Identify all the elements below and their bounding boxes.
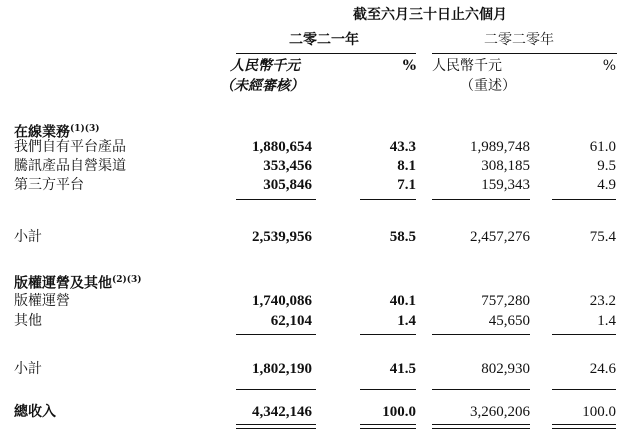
total-pct-2020: 100.0: [582, 404, 616, 420]
total-top-rule: [432, 389, 530, 390]
section-copyright-title: [14, 272, 142, 293]
section-copyright-title-text: 版權運營及其他: [14, 275, 112, 292]
row-label: 版權運營: [14, 293, 70, 309]
col-2021-rmb-label: 人民幣千元: [230, 58, 300, 74]
total-top-rule: [552, 389, 616, 390]
pct-2021: 7.1: [397, 177, 416, 193]
subtotal-pct-2020: 24.6: [589, 361, 616, 377]
subtotal-label: 小計: [14, 361, 42, 377]
subtotal-rule: [236, 199, 316, 200]
subtotal-rule: [432, 334, 530, 335]
unaudited-note: （未經審核）: [220, 78, 304, 94]
year-2020-rule: [432, 53, 617, 54]
value-2021: 305,846: [263, 177, 312, 193]
subtotal-value-2020: 802,930: [481, 361, 530, 377]
total-double-rule: [432, 424, 530, 429]
total-value-2020: 3,260,206: [470, 404, 530, 420]
value-2020: 1,989,748: [470, 139, 530, 155]
total-label: 總收入: [14, 404, 56, 420]
value-2020: 45,650: [488, 313, 530, 329]
subtotal-value-2021: 1,802,190: [252, 361, 312, 377]
subtotal-pct-2021: 58.5: [389, 229, 416, 245]
restated-note: （重述）: [460, 78, 516, 94]
value-2021: 62,104: [270, 313, 312, 329]
row-label: 騰訊產品自營渠道: [14, 158, 126, 174]
value-2021: 353,456: [263, 158, 312, 174]
subtotal-rule: [552, 199, 616, 200]
col-2020-pct-label: %: [602, 58, 616, 74]
subtotal-rule: [552, 334, 616, 335]
value-2021: 1,740,086: [252, 293, 312, 309]
total-top-rule: [236, 389, 316, 390]
value-2020: 159,343: [481, 177, 530, 193]
subtotal-label: 小計: [14, 229, 42, 245]
section-copyright-footnote: (2)(3): [112, 275, 142, 285]
subtotal-value-2020: 2,457,276: [470, 229, 530, 245]
year-2021-header: 二零二一年: [289, 32, 359, 48]
pct-2020: 61.0: [589, 139, 616, 155]
subtotal-rule: [432, 199, 530, 200]
pct-2020: 9.5: [597, 158, 616, 174]
subtotal-value-2021: 2,539,956: [252, 229, 312, 245]
total-pct-2021: 100.0: [382, 404, 416, 420]
period-header: 截至六月三十日止六個月: [353, 7, 507, 23]
row-label: 第三方平台: [14, 177, 84, 193]
year-2021-rule: [236, 53, 416, 54]
subtotal-rule: [236, 334, 316, 335]
subtotal-pct-2021: 41.5: [389, 361, 416, 377]
pct-2021: 43.3: [389, 139, 416, 155]
total-double-rule: [236, 424, 316, 429]
value-2020: 308,185: [481, 158, 530, 174]
total-double-rule: [552, 424, 616, 429]
pct-2021: 40.1: [389, 293, 416, 309]
total-value-2021: 4,342,146: [252, 404, 312, 420]
subtotal-rule: [360, 334, 416, 335]
total-double-rule: [360, 424, 416, 429]
pct-2020: 23.2: [589, 293, 616, 309]
total-top-rule: [360, 389, 416, 390]
row-label: 其他: [14, 313, 42, 329]
pct-2021: 1.4: [397, 313, 416, 329]
col-2020-rmb-label: 人民幣千元: [432, 58, 502, 74]
section-online-footnote: (1)(3): [70, 124, 100, 134]
year-2020-header: 二零二零年: [484, 32, 554, 48]
value-2020: 757,280: [481, 293, 530, 309]
pct-2021: 8.1: [397, 158, 416, 174]
col-2021-pct-label: %: [402, 58, 416, 74]
pct-2020: 1.4: [597, 313, 616, 329]
pct-2020: 4.9: [597, 177, 616, 193]
section-online-title-text: 在線業務: [14, 124, 70, 141]
value-2021: 1,880,654: [252, 139, 312, 155]
subtotal-pct-2020: 75.4: [589, 229, 616, 245]
subtotal-rule: [360, 199, 416, 200]
row-label: 我們自有平台產品: [14, 139, 126, 155]
